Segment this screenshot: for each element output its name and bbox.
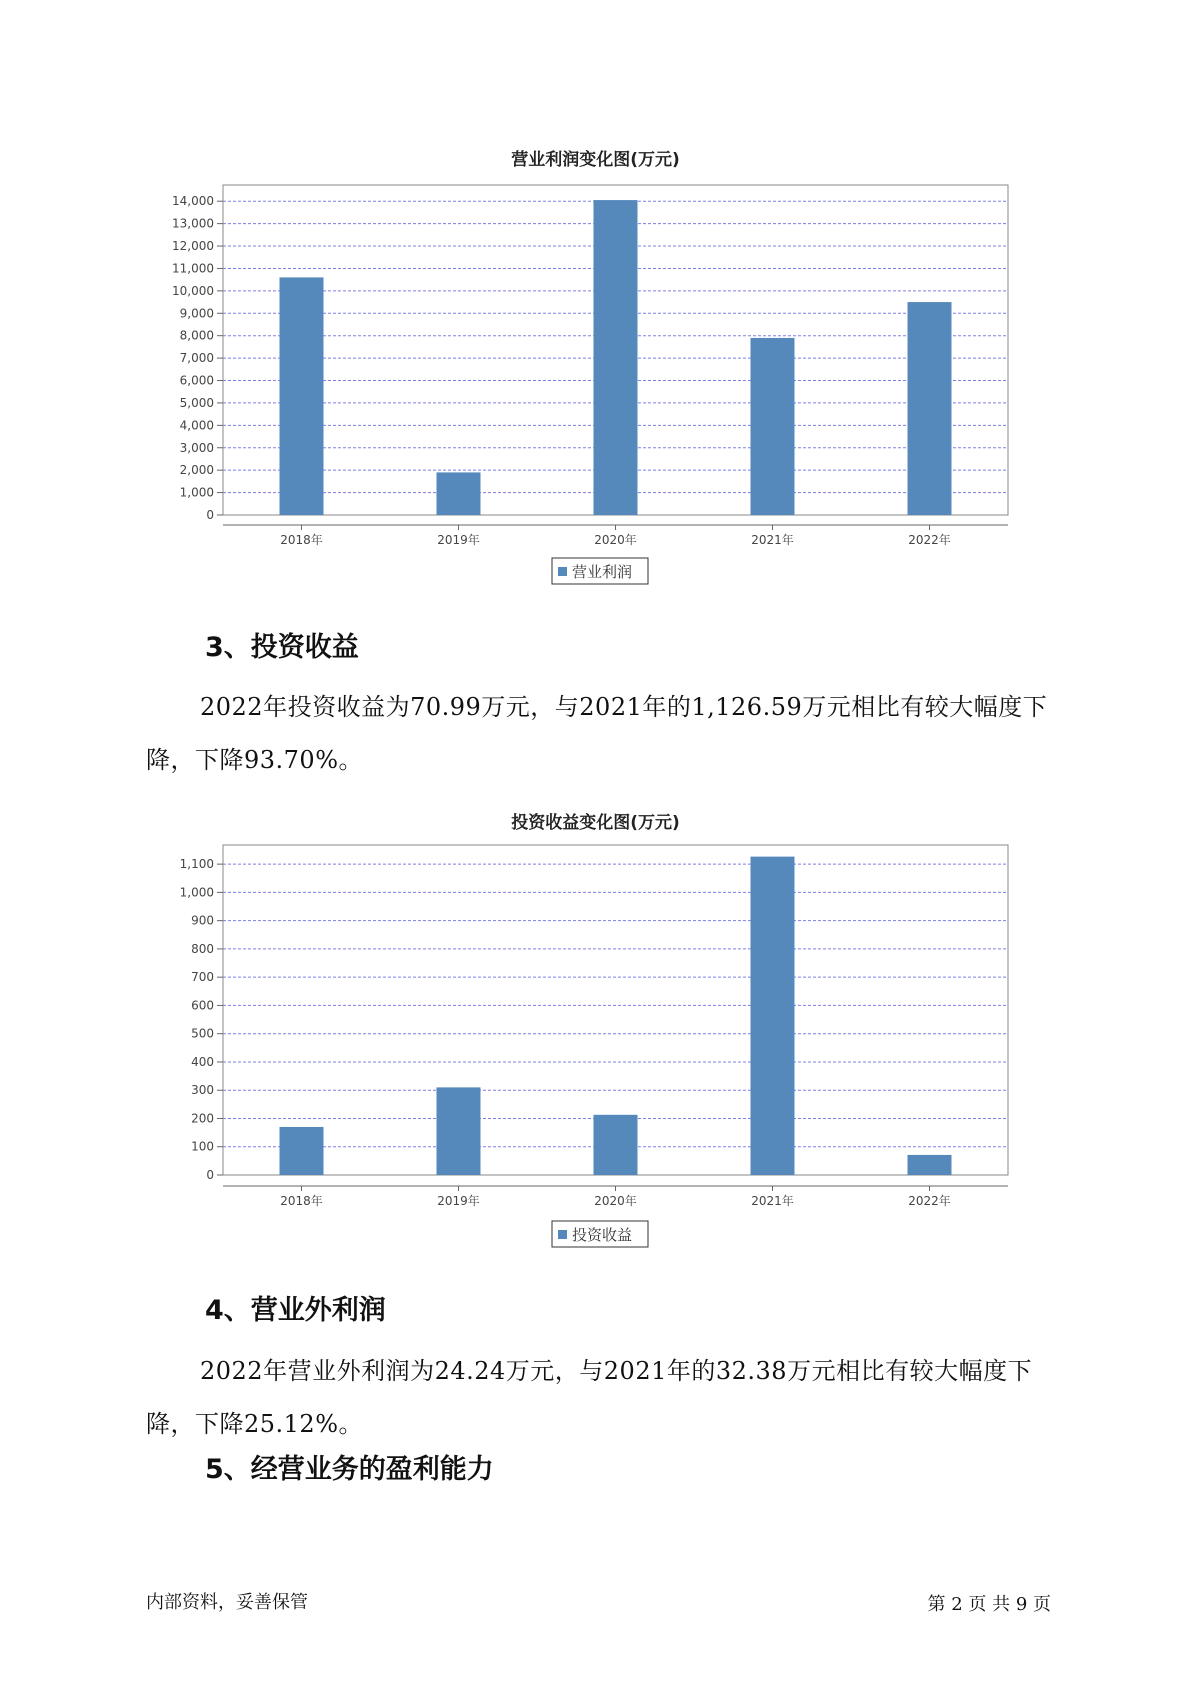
bar-2020年 xyxy=(594,1115,638,1175)
legend-label: 投资收益 xyxy=(572,1226,633,1244)
y-tick-label: 3,000 xyxy=(179,440,214,455)
bar-2022年 xyxy=(908,302,952,515)
y-tick-label: 8,000 xyxy=(179,328,214,343)
chart-1-title: 营业利润变化图(万元) xyxy=(511,150,680,170)
x-tick-label: 2022年 xyxy=(908,533,951,547)
y-tick-label: 100 xyxy=(191,1139,214,1154)
x-tick-label: 2019年 xyxy=(437,1194,480,1208)
y-tick-label: 5,000 xyxy=(179,395,214,410)
section-5-heading: 5、经营业务的盈利能力 xyxy=(205,1454,494,1485)
x-tick-label: 2022年 xyxy=(908,1194,951,1208)
y-tick-label: 11,000 xyxy=(172,261,214,276)
footer-confidential-note: 内部资料，妥善保管 xyxy=(146,1592,308,1613)
y-tick-label: 600 xyxy=(191,998,214,1013)
bar-2019年 xyxy=(437,472,481,515)
y-tick-label: 700 xyxy=(191,970,214,985)
y-tick-label: 1,000 xyxy=(179,485,214,500)
legend-swatch xyxy=(558,1230,567,1239)
footer-page-number: 第 2 页 共 9 页 xyxy=(927,1594,1051,1615)
legend-label: 营业利润 xyxy=(572,563,633,581)
y-tick-label: 1,000 xyxy=(179,885,214,900)
y-tick-label: 0 xyxy=(206,1168,214,1182)
y-tick-label: 400 xyxy=(191,1054,214,1069)
y-tick-label: 10,000 xyxy=(172,283,214,298)
bar-2019年 xyxy=(437,1087,481,1175)
section-4-heading: 4、营业外利润 xyxy=(205,1295,386,1326)
y-tick-label: 300 xyxy=(191,1083,214,1098)
x-tick-label: 2018年 xyxy=(280,1194,323,1208)
y-tick-label: 800 xyxy=(191,941,214,956)
x-tick-label: 2020年 xyxy=(594,1194,637,1208)
x-tick-label: 2020年 xyxy=(594,533,637,547)
y-tick-label: 13,000 xyxy=(172,216,214,231)
y-tick-label: 7,000 xyxy=(179,351,214,366)
x-tick-label: 2018年 xyxy=(280,533,323,547)
y-tick-label: 6,000 xyxy=(179,373,214,388)
operating-profit-chart xyxy=(0,170,1191,590)
bar-2020年 xyxy=(594,200,638,515)
y-tick-label: 4,000 xyxy=(179,418,214,433)
bar-2021年 xyxy=(751,857,795,1175)
x-tick-label: 2019年 xyxy=(437,533,480,547)
bar-2021年 xyxy=(751,338,795,515)
bar-2018年 xyxy=(280,1127,324,1175)
y-tick-label: 0 xyxy=(206,508,214,522)
bar-2018年 xyxy=(280,277,324,515)
y-tick-label: 9,000 xyxy=(179,306,214,321)
y-tick-label: 2,000 xyxy=(179,463,214,478)
bar-2022年 xyxy=(908,1155,952,1175)
y-tick-label: 14,000 xyxy=(172,194,214,209)
chart-2-title: 投资收益变化图(万元) xyxy=(511,813,680,833)
y-tick-label: 1,100 xyxy=(179,857,214,872)
section-3-heading: 3、投资收益 xyxy=(205,632,359,663)
y-tick-label: 12,000 xyxy=(172,239,214,254)
y-tick-label: 200 xyxy=(191,1111,214,1126)
section-3-paragraph: 2022年投资收益为70.99万元，与2021年的1,126.59万元相比有较大幅度下降，下降93.70%。 xyxy=(146,693,1048,774)
section-4-paragraph: 2022年营业外利润为24.24万元，与2021年的32.38万元相比有较大幅度下降，下降25.12%。 xyxy=(146,1357,1033,1438)
investment-income-chart xyxy=(0,835,1191,1255)
x-tick-label: 2021年 xyxy=(751,533,794,547)
x-tick-label: 2021年 xyxy=(751,1194,794,1208)
y-tick-label: 500 xyxy=(191,1026,214,1041)
y-tick-label: 900 xyxy=(191,913,214,928)
legend-swatch xyxy=(558,567,567,576)
